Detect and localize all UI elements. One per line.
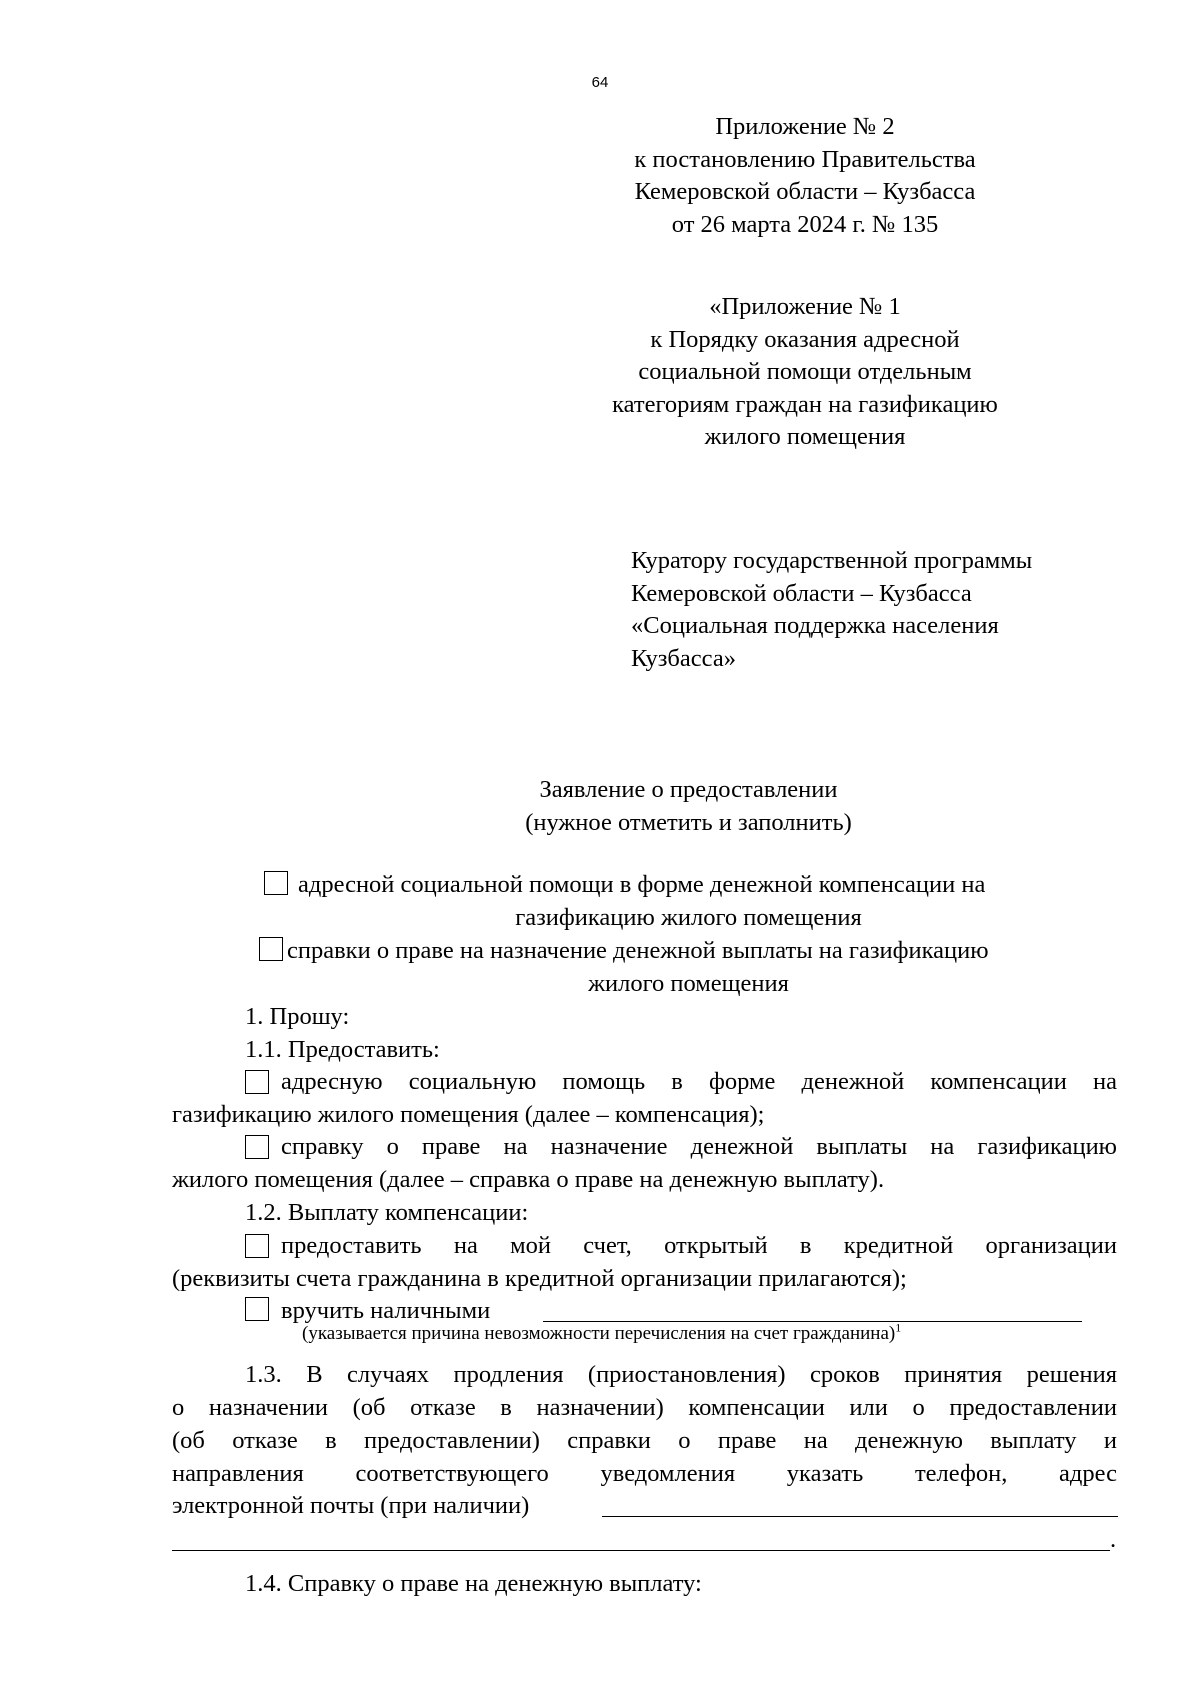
document-title [0, 774, 1200, 839]
item-1-4-certificate: 1.4. Справку о праве на денежную выплату: [245, 1570, 702, 1597]
addressee-line: Кузбасса» [631, 644, 736, 672]
item-1-1-provide: 1.1. Предоставить: [245, 1036, 440, 1063]
item-1-1-certificate [245, 1131, 1117, 1164]
page-number: 64 [591, 74, 609, 91]
annex-1-line: категориям граждан на газификацию [612, 390, 998, 418]
request-certificate-checkbox[interactable] [245, 1135, 269, 1159]
item-1-2-bank-account [245, 1230, 1117, 1263]
contact-field-end: . [1110, 1526, 1117, 1553]
addressee-line: Куратору государственной программы [631, 547, 1033, 574]
annex-1-header [575, 291, 1035, 454]
item-1-1-compensation-line-1: адресную социальную помощь в форме денежной компенсации на [281, 1068, 1117, 1095]
title-option-certificate [259, 935, 989, 968]
title-option-2-line-2: жилого помещения [588, 970, 789, 997]
annex-2-line: к постановлению Правительства [634, 145, 976, 173]
annex-2-header [575, 111, 1035, 241]
annex-1-line: к Порядку оказания адресной [650, 325, 960, 353]
title-option-compensation [264, 869, 985, 902]
annex-2-line: Кемеровской области – Кузбасса [634, 178, 976, 205]
cash-checkbox[interactable] [245, 1297, 269, 1321]
addressee-line: «Социальная поддержка населения [631, 612, 999, 639]
annex-1-line: «Приложение № 1 [709, 293, 901, 320]
addressee-block [631, 545, 1091, 675]
title-option-1-line-2: газификацию жилого помещения [515, 904, 862, 931]
request-compensation-checkbox[interactable] [245, 1070, 269, 1094]
item-1-3-line-1: 1.3. В случаях продления (приостановления) сроков принятия решения [245, 1361, 1117, 1388]
item-1-2-bank-account-line-2: (реквизиты счета гражданина в кредитной организации прилагаются); [172, 1265, 907, 1292]
addressee-line: Кемеровской области – Кузбасса [631, 579, 972, 607]
item-1-2-payment: 1.2. Выплату компенсации: [245, 1199, 529, 1226]
item-1-1-certificate-line-2: жилого помещения (далее – справка о праве на денежную выплату). [172, 1166, 885, 1193]
annex-1-line: жилого помещения [704, 423, 906, 450]
item-1-2-bank-account-line-1: предоставить на мой счет, открытый в кредитной организации [281, 1232, 1117, 1259]
bank-account-checkbox[interactable] [245, 1234, 269, 1258]
contact-field-line-1[interactable] [602, 1516, 1118, 1517]
certificate-option-checkbox[interactable] [259, 937, 283, 961]
title-line-2: (нужное отметить и заполнить) [525, 808, 852, 836]
cash-reason-hint-text: (указывается причина невозможности перечисления на счет гражданина) [302, 1323, 896, 1344]
item-1-1-certificate-line-1: справку о праве на назначение денежной выплаты на газификацию [281, 1133, 1117, 1160]
item-1-3-line-3: (об отказе в предоставлении) справки о праве на денежную выплату и [172, 1427, 1117, 1454]
title-option-1-line-1: адресной социальной помощи в форме денежной компенсации на [298, 871, 986, 898]
annex-2-line: от 26 марта 2024 г. № 135 [671, 210, 939, 238]
annex-2-line: Приложение № 2 [715, 113, 895, 140]
item-1-3-line-2: о назначении (об отказе в назначении) компенсации или о предоставлении [172, 1394, 1117, 1421]
annex-1-line: социальной помощи отдельным [638, 358, 972, 385]
item-1-3-line-5: электронной почты (при наличии) [172, 1492, 530, 1519]
item-1-1-compensation-line-2: газификацию жилого помещения (далее – компенсация); [172, 1101, 765, 1128]
title-option-2-line-1: справки о праве на назначение денежной выплаты на газификацию [287, 937, 989, 964]
contact-field-line-2[interactable] [172, 1550, 1110, 1551]
footnote-marker: 1 [895, 1320, 902, 1335]
item-1-1-compensation [245, 1066, 1117, 1099]
compensation-option-checkbox[interactable] [264, 871, 288, 895]
cash-reason-field[interactable] [543, 1321, 1082, 1322]
title-line-1: Заявление о предоставлении [539, 776, 838, 803]
item-1-3-line-4: направления соответствующего уведомления указать телефон, адрес [172, 1460, 1117, 1487]
cash-label: вручить наличными [281, 1297, 491, 1324]
cash-reason-hint [302, 1320, 902, 1345]
item-1-request: 1. Прошу: [245, 1003, 350, 1030]
